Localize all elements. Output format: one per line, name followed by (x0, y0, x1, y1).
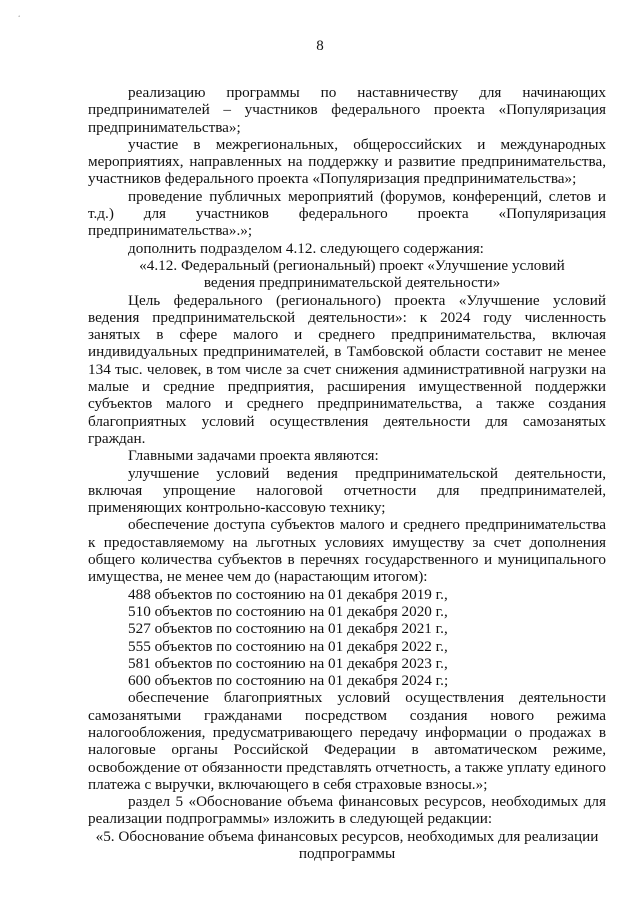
paragraph-self-employed: обеспечение благоприятных условий осуществления деятельности самозанятыми гражданами посредством создания нового режима налогообложения, предусматривающего передачу информации о продажах в налоговые органы Российской Федерации в автоматическом режиме, освобождение от обязанности представлять отчетность, а также уплату единого платежа с выручки, включающего в себя страховые взносы.»; (88, 689, 606, 793)
document-body (88, 84, 606, 862)
paragraph-tasks-intro: Главными задачами проекта являются: (128, 447, 379, 465)
page-number: 8 (316, 38, 324, 54)
list-item: 510 объектов по состоянию на 01 декабря 2020 г., (128, 602, 448, 620)
subsection-heading: «4.12. Федеральный (региональный) проект «Улучшение условий ведения предпринимательской деятельности» (139, 256, 565, 292)
paragraph-task-tax: улучшение условий ведения предпринимательской деятельности, включая упрощение налоговой отчетности для предпринимателей, применяющих контрольно-кассовую технику; (88, 464, 606, 517)
paragraph-goal: Цель федерального (регионального) проекта «Улучшение условий ведения предпринимательской деятельности»: к 2024 году численность занятых в сфере малого и среднего предпринимательства, включая индивидуальных предпринимателей, в Тамбовской области составит не менее 134 тыс. человек, в том числе за счет снижения административной нагрузки на малые и средние предприятия, расширения имущественной поддержки субъектов малого и среднего предпринимательства, а также создания благоприятных условий осуществления деятельности для самозанятых граждан. (88, 291, 606, 447)
list-item: 600 объектов по состоянию на 01 декабря 2024 г.; (128, 672, 449, 690)
list-item: 488 объектов по состоянию на 01 декабря 2019 г., (128, 585, 448, 603)
paragraph-mentorship: реализацию программы по наставничеству для начинающих предпринимателей – участников федерального проекта «Популяризация предпринимательства»; (88, 84, 606, 136)
paragraph-public-events: проведение публичных мероприятий (форумов, конференций, слетов и т.д.) для участников федерального проекта «Популяризация предпринимательства».»; (88, 187, 606, 240)
paragraph-section5: раздел 5 «Обоснование объема финансовых ресурсов, необходимых для реализации подпрограммы» изложить в следующей редакции: (88, 793, 606, 828)
corner-mark: ʻ (18, 14, 21, 22)
paragraph-events-participation: участие в межрегиональных, общероссийских и международных мероприятиях, направленных на поддержку и развитие предпринимательства, участников федерального проекта «Популяризация предпринимательства»; (88, 135, 606, 188)
list-item: 555 объектов по состоянию на 01 декабря 2022 г., (128, 637, 448, 655)
section5-heading: «5. Обоснование объема финансовых ресурсов, необходимых для реализации подпрограммы (95, 827, 599, 863)
paragraph-add-subsection: дополнить подразделом 4.12. следующего содержания: (128, 239, 484, 257)
list-item: 527 объектов по состоянию на 01 декабря 2021 г., (128, 620, 448, 638)
list-item: 581 объектов по состоянию на 01 декабря 2023 г., (128, 654, 448, 672)
paragraph-task-property: обеспечение доступа субъектов малого и среднего предпринимательства к предоставляемому на льготных условиях имуществу за счет дополнения общего количества субъектов в перечнях государственного и муниципального имущества, не менее чем до (нарастающим итогом): (88, 516, 606, 586)
